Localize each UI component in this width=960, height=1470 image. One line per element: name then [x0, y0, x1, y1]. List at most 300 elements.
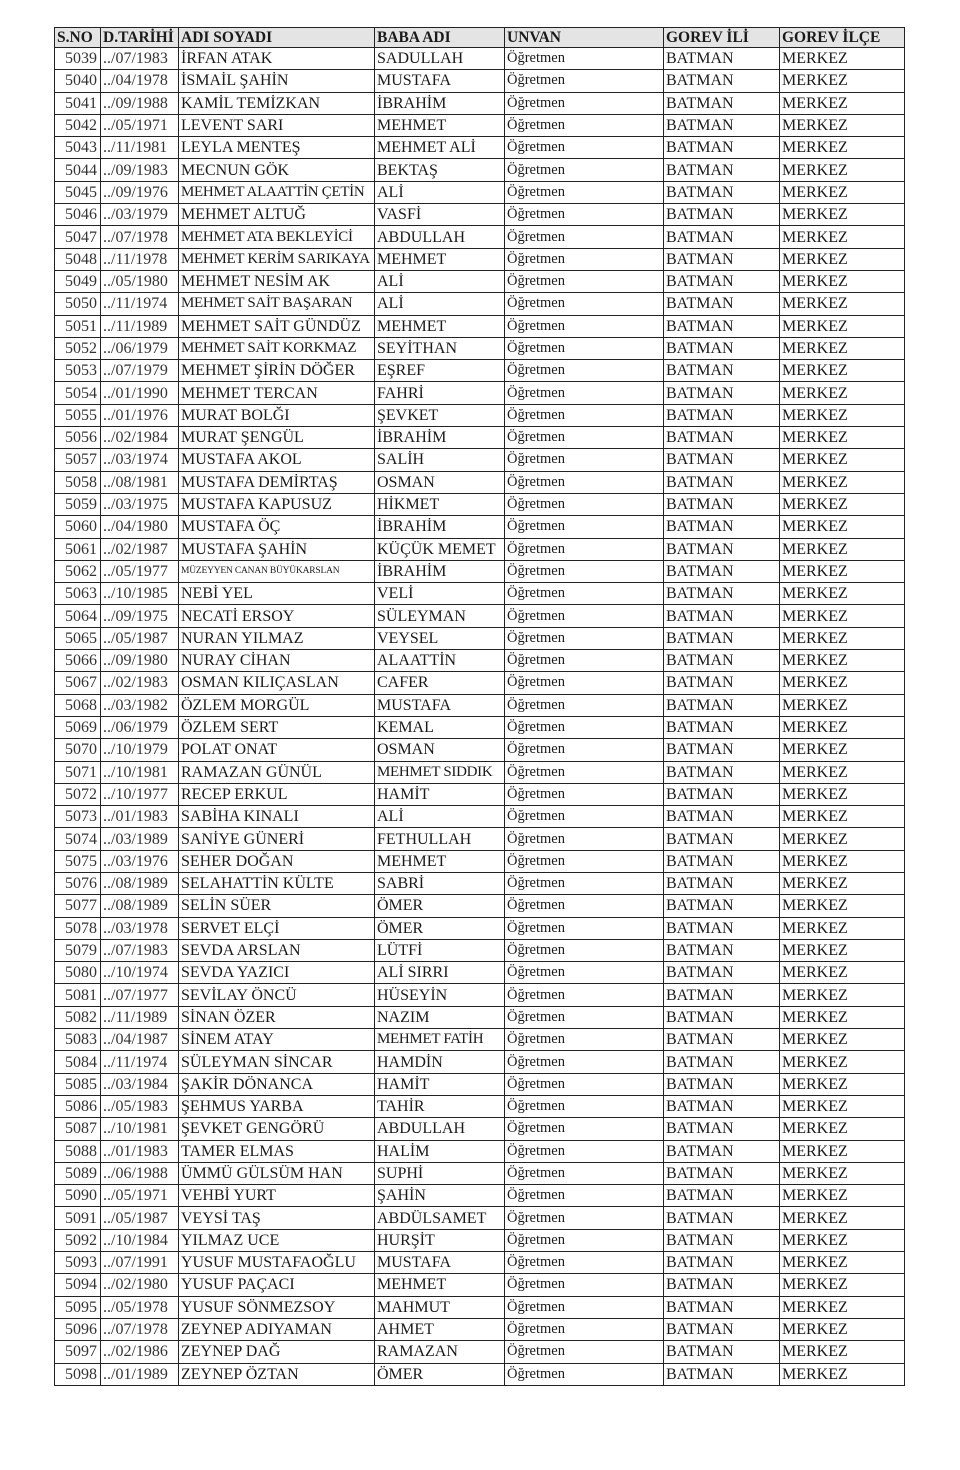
cell-province: BATMAN	[664, 716, 780, 738]
table-row	[55, 984, 905, 1006]
table-row	[55, 204, 905, 226]
cell-father-name: SABRİ	[375, 872, 505, 894]
cell-sno: 5046	[55, 204, 101, 226]
cell-province: BATMAN	[664, 694, 780, 716]
cell-full-name: SEVDA YAZICI	[179, 962, 375, 984]
cell-sno: 5064	[55, 605, 101, 627]
cell-birth-date: ../02/1987	[101, 538, 179, 560]
cell-full-name: MÜZEYYEN CANAN BÜYÜKARSLAN	[179, 560, 375, 582]
cell-title: Öğretmen	[505, 1185, 664, 1207]
cell-district: MERKEZ	[780, 538, 905, 560]
cell-province: BATMAN	[664, 560, 780, 582]
cell-title: Öğretmen	[505, 1229, 664, 1251]
cell-title: Öğretmen	[505, 449, 664, 471]
table-row	[55, 962, 905, 984]
cell-father-name: FAHRİ	[375, 382, 505, 404]
cell-title: Öğretmen	[505, 962, 664, 984]
cell-birth-date: ../02/1984	[101, 427, 179, 449]
cell-title: Öğretmen	[505, 1051, 664, 1073]
cell-father-name: SUPHİ	[375, 1162, 505, 1184]
cell-title: Öğretmen	[505, 92, 664, 114]
cell-district: MERKEZ	[780, 1118, 905, 1140]
table-row	[55, 1051, 905, 1073]
table-row	[55, 1229, 905, 1251]
cell-sno: 5065	[55, 627, 101, 649]
table-row	[55, 293, 905, 315]
cell-father-name: RAMAZAN	[375, 1341, 505, 1363]
cell-title: Öğretmen	[505, 984, 664, 1006]
cell-father-name: VEYSEL	[375, 627, 505, 649]
cell-birth-date: ../05/1971	[101, 1185, 179, 1207]
cell-father-name: ALİ	[375, 293, 505, 315]
table-row	[55, 516, 905, 538]
cell-birth-date: ../03/1975	[101, 493, 179, 515]
cell-father-name: ÖMER	[375, 1363, 505, 1385]
cell-father-name: ALİ	[375, 181, 505, 203]
cell-father-name: İBRAHİM	[375, 92, 505, 114]
cell-province: BATMAN	[664, 449, 780, 471]
cell-province: BATMAN	[664, 181, 780, 203]
cell-father-name: ABDULLAH	[375, 226, 505, 248]
cell-father-name: OSMAN	[375, 739, 505, 761]
cell-full-name: MURAT ŞENGÜL	[179, 427, 375, 449]
cell-full-name: ŞEHMUS YARBA	[179, 1095, 375, 1117]
cell-birth-date: ../05/1971	[101, 114, 179, 136]
cell-full-name: SELAHATTİN KÜLTE	[179, 872, 375, 894]
cell-province: BATMAN	[664, 605, 780, 627]
cell-full-name: SANİYE GÜNERİ	[179, 828, 375, 850]
cell-full-name: RAMAZAN GÜNÜL	[179, 761, 375, 783]
cell-district: MERKEZ	[780, 962, 905, 984]
cell-province: BATMAN	[664, 1118, 780, 1140]
cell-full-name: MUSTAFA ŞAHİN	[179, 538, 375, 560]
cell-sno: 5049	[55, 270, 101, 292]
table-row	[55, 1140, 905, 1162]
cell-province: BATMAN	[664, 360, 780, 382]
cell-birth-date: ../07/1977	[101, 984, 179, 1006]
cell-district: MERKEZ	[780, 694, 905, 716]
cell-province: BATMAN	[664, 1185, 780, 1207]
table-row	[55, 850, 905, 872]
cell-province: BATMAN	[664, 293, 780, 315]
cell-birth-date: ../11/1981	[101, 137, 179, 159]
cell-province: BATMAN	[664, 226, 780, 248]
cell-district: MERKEZ	[780, 516, 905, 538]
cell-province: BATMAN	[664, 895, 780, 917]
cell-birth-date: ../03/1974	[101, 449, 179, 471]
cell-title: Öğretmen	[505, 270, 664, 292]
cell-province: BATMAN	[664, 1207, 780, 1229]
table-row	[55, 270, 905, 292]
cell-birth-date: ../02/1986	[101, 1341, 179, 1363]
cell-district: MERKEZ	[780, 204, 905, 226]
cell-full-name: MURAT BOLĞI	[179, 404, 375, 426]
header-row	[55, 28, 905, 48]
cell-title: Öğretmen	[505, 70, 664, 92]
cell-birth-date: ../10/1979	[101, 739, 179, 761]
cell-district: MERKEZ	[780, 315, 905, 337]
cell-birth-date: ../05/1987	[101, 1207, 179, 1229]
cell-sno: 5089	[55, 1162, 101, 1184]
cell-district: MERKEZ	[780, 672, 905, 694]
table-row	[55, 761, 905, 783]
cell-district: MERKEZ	[780, 1006, 905, 1028]
cell-birth-date: ../10/1981	[101, 1118, 179, 1140]
cell-full-name: ÖZLEM MORGÜL	[179, 694, 375, 716]
table-row	[55, 560, 905, 582]
cell-district: MERKEZ	[780, 650, 905, 672]
cell-province: BATMAN	[664, 962, 780, 984]
cell-title: Öğretmen	[505, 471, 664, 493]
cell-sno: 5093	[55, 1252, 101, 1274]
cell-title: Öğretmen	[505, 560, 664, 582]
cell-province: BATMAN	[664, 850, 780, 872]
header-sno: S.NO	[55, 28, 101, 48]
cell-district: MERKEZ	[780, 806, 905, 828]
cell-district: MERKEZ	[780, 716, 905, 738]
cell-sno: 5097	[55, 1341, 101, 1363]
cell-father-name: MEHMET SIDDIK	[375, 761, 505, 783]
header-province: GOREV İLİ	[664, 28, 780, 48]
cell-district: MERKEZ	[780, 137, 905, 159]
cell-birth-date: ../05/1978	[101, 1296, 179, 1318]
cell-father-name: ŞEVKET	[375, 404, 505, 426]
cell-title: Öğretmen	[505, 761, 664, 783]
cell-province: BATMAN	[664, 672, 780, 694]
cell-title: Öğretmen	[505, 1162, 664, 1184]
cell-district: MERKEZ	[780, 560, 905, 582]
cell-full-name: MEHMET KERİM SARIKAYA	[179, 248, 375, 270]
cell-full-name: NURAN YILMAZ	[179, 627, 375, 649]
table-row	[55, 48, 905, 70]
cell-birth-date: ../07/1991	[101, 1252, 179, 1274]
table-row	[55, 872, 905, 894]
cell-district: MERKEZ	[780, 92, 905, 114]
cell-district: MERKEZ	[780, 404, 905, 426]
table-row	[55, 1274, 905, 1296]
cell-district: MERKEZ	[780, 427, 905, 449]
cell-sno: 5081	[55, 984, 101, 1006]
cell-title: Öğretmen	[505, 360, 664, 382]
table-row	[55, 672, 905, 694]
cell-district: MERKEZ	[780, 226, 905, 248]
cell-father-name: CAFER	[375, 672, 505, 694]
cell-sno: 5047	[55, 226, 101, 248]
cell-title: Öğretmen	[505, 204, 664, 226]
cell-father-name: MUSTAFA	[375, 70, 505, 92]
cell-sno: 5068	[55, 694, 101, 716]
cell-full-name: NURAY CİHAN	[179, 650, 375, 672]
cell-province: BATMAN	[664, 1073, 780, 1095]
cell-district: MERKEZ	[780, 850, 905, 872]
cell-full-name: MEHMET NESİM AK	[179, 270, 375, 292]
cell-sno: 5094	[55, 1274, 101, 1296]
cell-district: MERKEZ	[780, 828, 905, 850]
cell-district: MERKEZ	[780, 293, 905, 315]
cell-full-name: LEVENT SARI	[179, 114, 375, 136]
cell-full-name: RECEP ERKUL	[179, 783, 375, 805]
cell-province: BATMAN	[664, 783, 780, 805]
cell-province: BATMAN	[664, 1095, 780, 1117]
cell-title: Öğretmen	[505, 181, 664, 203]
cell-full-name: MEHMET ŞİRİN DÖĞER	[179, 360, 375, 382]
cell-district: MERKEZ	[780, 1229, 905, 1251]
cell-sno: 5085	[55, 1073, 101, 1095]
cell-province: BATMAN	[664, 1140, 780, 1162]
cell-father-name: BEKTAŞ	[375, 159, 505, 181]
table-row	[55, 1006, 905, 1028]
cell-birth-date: ../09/1983	[101, 159, 179, 181]
cell-birth-date: ../06/1979	[101, 716, 179, 738]
cell-province: BATMAN	[664, 471, 780, 493]
cell-province: BATMAN	[664, 404, 780, 426]
cell-father-name: VASFİ	[375, 204, 505, 226]
cell-sno: 5090	[55, 1185, 101, 1207]
cell-province: BATMAN	[664, 1051, 780, 1073]
table-row	[55, 181, 905, 203]
cell-birth-date: ../11/1978	[101, 248, 179, 270]
cell-full-name: MEHMET SAİT KORKMAZ	[179, 337, 375, 359]
cell-birth-date: ../03/1984	[101, 1073, 179, 1095]
cell-district: MERKEZ	[780, 248, 905, 270]
cell-sno: 5076	[55, 872, 101, 894]
cell-sno: 5057	[55, 449, 101, 471]
cell-father-name: MEHMET	[375, 315, 505, 337]
cell-father-name: VELİ	[375, 583, 505, 605]
cell-father-name: İBRAHİM	[375, 560, 505, 582]
cell-district: MERKEZ	[780, 1073, 905, 1095]
cell-full-name: NECATİ ERSOY	[179, 605, 375, 627]
teacher-list-table	[54, 27, 905, 1386]
table-row	[55, 248, 905, 270]
cell-father-name: HURŞİT	[375, 1229, 505, 1251]
cell-birth-date: ../01/1990	[101, 382, 179, 404]
cell-birth-date: ../01/1983	[101, 806, 179, 828]
cell-sno: 5053	[55, 360, 101, 382]
table-row	[55, 449, 905, 471]
cell-sno: 5051	[55, 315, 101, 337]
cell-birth-date: ../03/1978	[101, 917, 179, 939]
cell-sno: 5096	[55, 1318, 101, 1340]
cell-full-name: ŞAKİR DÖNANCA	[179, 1073, 375, 1095]
cell-birth-date: ../10/1981	[101, 761, 179, 783]
cell-province: BATMAN	[664, 337, 780, 359]
table-row	[55, 1318, 905, 1340]
cell-sno: 5080	[55, 962, 101, 984]
cell-full-name: MECNUN GÖK	[179, 159, 375, 181]
cell-birth-date: ../11/1989	[101, 315, 179, 337]
cell-title: Öğretmen	[505, 1274, 664, 1296]
cell-father-name: HAMİT	[375, 783, 505, 805]
cell-title: Öğretmen	[505, 828, 664, 850]
header-full-name: ADI SOYADI	[179, 28, 375, 48]
cell-district: MERKEZ	[780, 872, 905, 894]
table-row	[55, 1162, 905, 1184]
table-row	[55, 806, 905, 828]
cell-title: Öğretmen	[505, 1318, 664, 1340]
cell-father-name: ALAATTİN	[375, 650, 505, 672]
cell-full-name: ZEYNEP DAĞ	[179, 1341, 375, 1363]
cell-title: Öğretmen	[505, 1029, 664, 1051]
cell-title: Öğretmen	[505, 672, 664, 694]
table-row	[55, 1029, 905, 1051]
cell-father-name: FETHULLAH	[375, 828, 505, 850]
cell-district: MERKEZ	[780, 360, 905, 382]
cell-title: Öğretmen	[505, 650, 664, 672]
cell-father-name: AHMET	[375, 1318, 505, 1340]
cell-birth-date: ../04/1978	[101, 70, 179, 92]
cell-district: MERKEZ	[780, 382, 905, 404]
cell-province: BATMAN	[664, 650, 780, 672]
cell-province: BATMAN	[664, 270, 780, 292]
cell-title: Öğretmen	[505, 538, 664, 560]
table-row	[55, 70, 905, 92]
cell-full-name: MEHMET ALAATTİN ÇETİN	[179, 181, 375, 203]
cell-province: BATMAN	[664, 538, 780, 560]
table-row	[55, 1185, 905, 1207]
cell-father-name: ŞAHİN	[375, 1185, 505, 1207]
cell-district: MERKEZ	[780, 449, 905, 471]
cell-district: MERKEZ	[780, 1296, 905, 1318]
cell-full-name: SERVET ELÇİ	[179, 917, 375, 939]
cell-full-name: SİNEM ATAY	[179, 1029, 375, 1051]
table-row	[55, 226, 905, 248]
cell-full-name: VEYSİ TAŞ	[179, 1207, 375, 1229]
cell-title: Öğretmen	[505, 605, 664, 627]
cell-birth-date: ../02/1983	[101, 672, 179, 694]
cell-province: BATMAN	[664, 114, 780, 136]
cell-father-name: MUSTAFA	[375, 694, 505, 716]
cell-full-name: MUSTAFA AKOL	[179, 449, 375, 471]
cell-birth-date: ../11/1989	[101, 1006, 179, 1028]
cell-full-name: YUSUF MUSTAFAOĞLU	[179, 1252, 375, 1274]
table-row	[55, 828, 905, 850]
cell-full-name: NEBİ YEL	[179, 583, 375, 605]
cell-district: MERKEZ	[780, 1207, 905, 1229]
cell-sno: 5078	[55, 917, 101, 939]
cell-district: MERKEZ	[780, 739, 905, 761]
cell-title: Öğretmen	[505, 917, 664, 939]
cell-father-name: HALİM	[375, 1140, 505, 1162]
cell-birth-date: ../07/1983	[101, 939, 179, 961]
cell-title: Öğretmen	[505, 404, 664, 426]
header-title: UNVAN	[505, 28, 664, 48]
cell-province: BATMAN	[664, 806, 780, 828]
cell-sno: 5041	[55, 92, 101, 114]
cell-district: MERKEZ	[780, 159, 905, 181]
cell-full-name: SİNAN ÖZER	[179, 1006, 375, 1028]
cell-district: MERKEZ	[780, 1274, 905, 1296]
cell-sno: 5044	[55, 159, 101, 181]
cell-birth-date: ../10/1974	[101, 962, 179, 984]
table-row	[55, 1207, 905, 1229]
cell-birth-date: ../09/1976	[101, 181, 179, 203]
cell-district: MERKEZ	[780, 493, 905, 515]
cell-district: MERKEZ	[780, 895, 905, 917]
table-row	[55, 538, 905, 560]
cell-birth-date: ../01/1983	[101, 1140, 179, 1162]
cell-birth-date: ../06/1988	[101, 1162, 179, 1184]
cell-birth-date: ../07/1983	[101, 48, 179, 70]
table-row	[55, 716, 905, 738]
cell-birth-date: ../10/1984	[101, 1229, 179, 1251]
table-row	[55, 1095, 905, 1117]
cell-title: Öğretmen	[505, 739, 664, 761]
table-row	[55, 739, 905, 761]
cell-province: BATMAN	[664, 493, 780, 515]
cell-title: Öğretmen	[505, 516, 664, 538]
table-row	[55, 137, 905, 159]
cell-province: BATMAN	[664, 739, 780, 761]
cell-district: MERKEZ	[780, 939, 905, 961]
cell-birth-date: ../06/1979	[101, 337, 179, 359]
cell-sno: 5052	[55, 337, 101, 359]
cell-province: BATMAN	[664, 939, 780, 961]
cell-full-name: VEHBİ YURT	[179, 1185, 375, 1207]
cell-sno: 5069	[55, 716, 101, 738]
cell-sno: 5050	[55, 293, 101, 315]
cell-birth-date: ../04/1987	[101, 1029, 179, 1051]
cell-province: BATMAN	[664, 248, 780, 270]
cell-district: MERKEZ	[780, 1341, 905, 1363]
cell-title: Öğretmen	[505, 694, 664, 716]
cell-title: Öğretmen	[505, 1095, 664, 1117]
cell-title: Öğretmen	[505, 337, 664, 359]
cell-birth-date: ../08/1989	[101, 872, 179, 894]
cell-birth-date: ../03/1979	[101, 204, 179, 226]
cell-title: Öğretmen	[505, 872, 664, 894]
cell-province: BATMAN	[664, 1363, 780, 1385]
table-row	[55, 627, 905, 649]
cell-district: MERKEZ	[780, 917, 905, 939]
cell-sno: 5091	[55, 1207, 101, 1229]
cell-father-name: HÜSEYİN	[375, 984, 505, 1006]
cell-sno: 5074	[55, 828, 101, 850]
cell-father-name: OSMAN	[375, 471, 505, 493]
cell-sno: 5059	[55, 493, 101, 515]
cell-sno: 5092	[55, 1229, 101, 1251]
cell-title: Öğretmen	[505, 293, 664, 315]
cell-father-name: SADULLAH	[375, 48, 505, 70]
cell-father-name: MEHMET	[375, 1274, 505, 1296]
cell-province: BATMAN	[664, 1252, 780, 1274]
table-row	[55, 315, 905, 337]
cell-sno: 5067	[55, 672, 101, 694]
cell-father-name: ÖMER	[375, 917, 505, 939]
cell-sno: 5095	[55, 1296, 101, 1318]
cell-father-name: MEHMET	[375, 248, 505, 270]
cell-father-name: İBRAHİM	[375, 516, 505, 538]
table-row	[55, 92, 905, 114]
cell-sno: 5042	[55, 114, 101, 136]
cell-sno: 5058	[55, 471, 101, 493]
cell-father-name: ALİ SIRRI	[375, 962, 505, 984]
cell-district: MERKEZ	[780, 337, 905, 359]
cell-province: BATMAN	[664, 917, 780, 939]
cell-district: MERKEZ	[780, 1051, 905, 1073]
cell-father-name: HAMİT	[375, 1073, 505, 1095]
cell-title: Öğretmen	[505, 114, 664, 136]
cell-district: MERKEZ	[780, 783, 905, 805]
cell-district: MERKEZ	[780, 1029, 905, 1051]
table-row	[55, 895, 905, 917]
cell-province: BATMAN	[664, 70, 780, 92]
cell-birth-date: ../10/1977	[101, 783, 179, 805]
cell-sno: 5098	[55, 1363, 101, 1385]
cell-title: Öğretmen	[505, 226, 664, 248]
header-birth-date: D.TARİHİ	[101, 28, 179, 48]
cell-sno: 5071	[55, 761, 101, 783]
